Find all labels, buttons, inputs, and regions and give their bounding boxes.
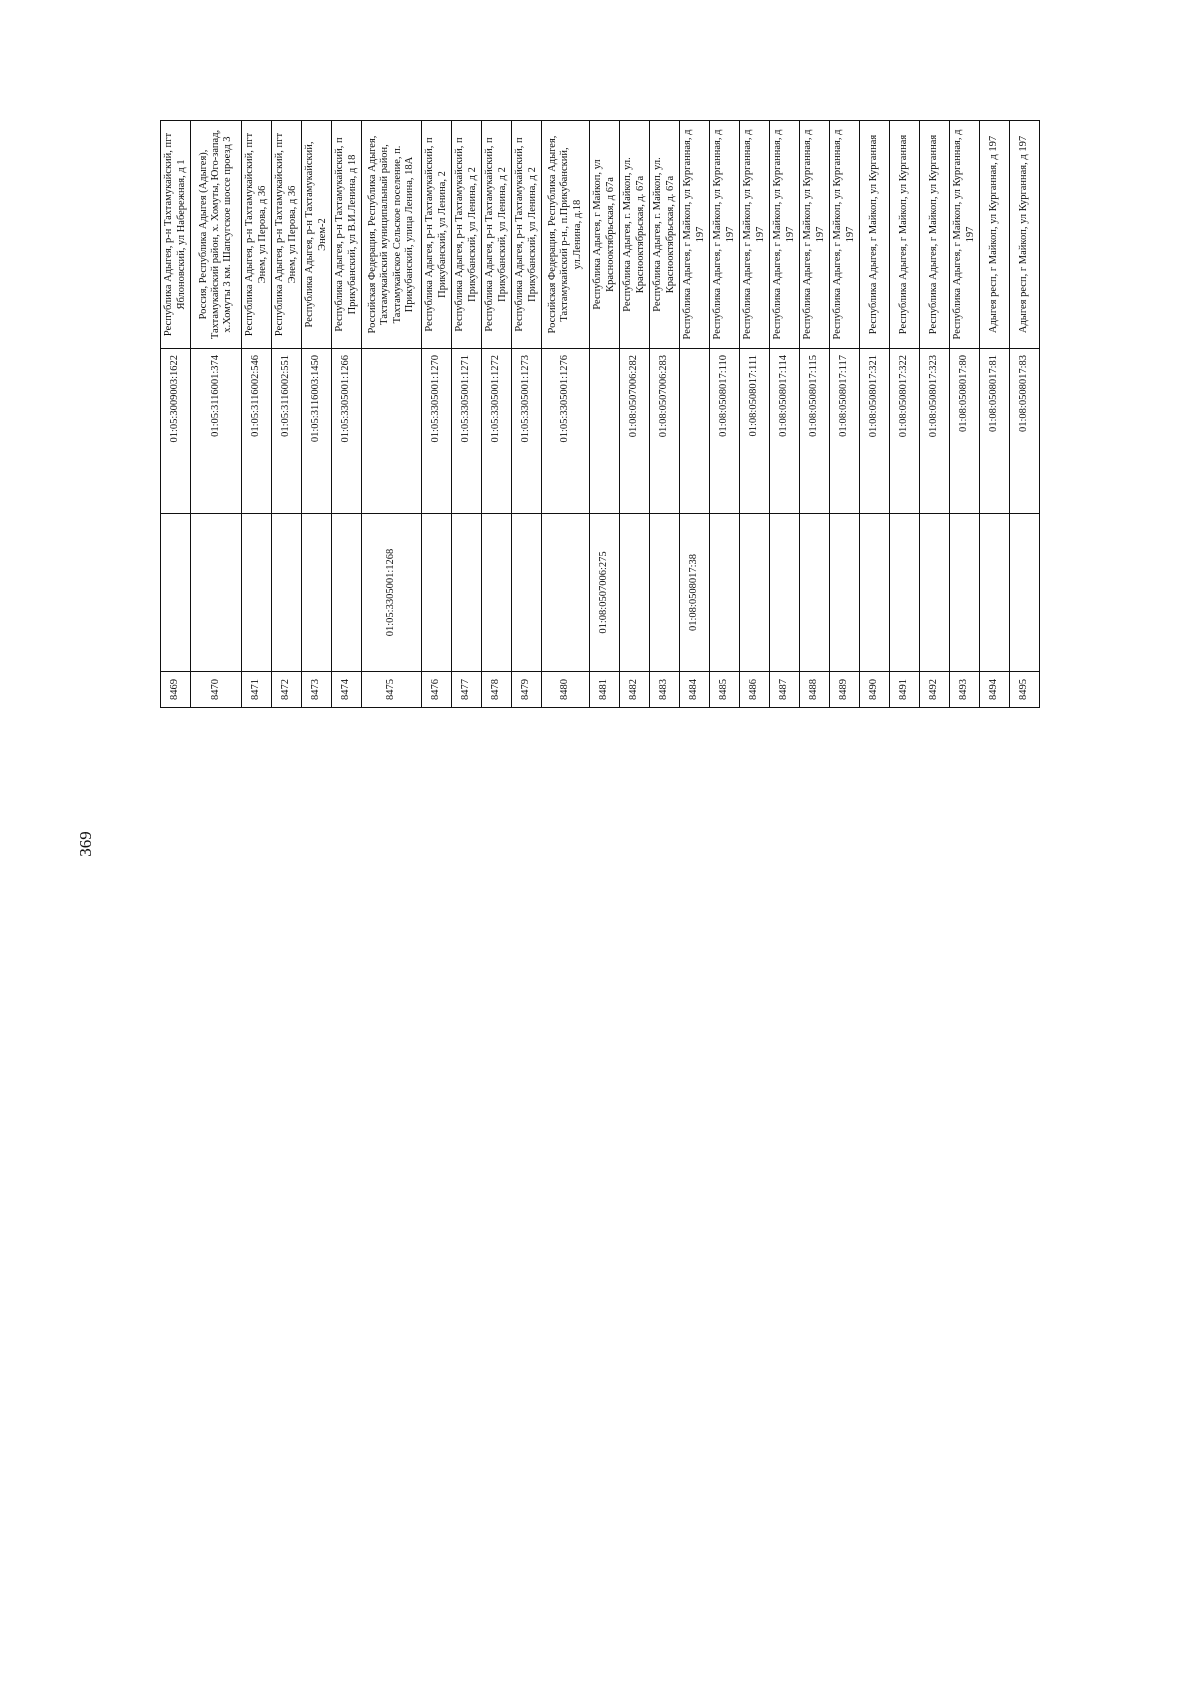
- cadastral-number-cell: 01:08:0508017:323: [920, 349, 950, 514]
- table-row: [542, 121, 590, 708]
- address-cell: Республика Адыгея, р-н Тахтамукайский, п Прикубанский, ул Ленина, д 2: [452, 121, 482, 349]
- table-row: [680, 121, 710, 708]
- row-number-cell: 8470: [191, 672, 242, 708]
- cadastral-number-cell: 01:05:3116001:374: [191, 349, 242, 514]
- cadastral-number-cell: 01:08:0508017:114: [770, 349, 800, 514]
- cadastral-number-cell: [362, 349, 422, 514]
- address-cell: Республика Адыгея, г. Майкоп, ул. Краснооктябрьская, д. 67а: [650, 121, 680, 349]
- address-cell: Республика Адыгея, р-н Тахтамукайский, пгт Энем, ул Перова, д 36: [272, 121, 302, 349]
- address-cell: Республика Адыгея, р-н Тахтамукайский, п Прикубанский, ул Ленина, 2: [422, 121, 452, 349]
- parent-cadastral-number-cell: [920, 514, 950, 672]
- row-number-cell: 8482: [620, 672, 650, 708]
- parent-cadastral-number-cell: 01:08:0507006:275: [590, 514, 620, 672]
- table-row: [191, 121, 242, 708]
- table-rotated-box: [160, 129, 1030, 708]
- row-number-cell: 8494: [980, 672, 1010, 708]
- cadastral-number-cell: [590, 349, 620, 514]
- row-number-cell: 8487: [770, 672, 800, 708]
- address-cell: Республика Адыгея, р-н Тахтамукайский, пгт Яблоновский, ул Набережная, д 1: [161, 121, 191, 349]
- parent-cadastral-number-cell: 01:08:0508017:38: [680, 514, 710, 672]
- row-number-cell: 8491: [890, 672, 920, 708]
- cadastral-number-cell: 01:08:0508017:81: [980, 349, 1010, 514]
- address-cell: Республика Адыгея, г Майкоп, ул Курганная, д 197: [770, 121, 800, 349]
- row-number-cell: 8485: [710, 672, 740, 708]
- table-row: [242, 121, 272, 708]
- cadastral-number-cell: 01:05:3305001:1272: [482, 349, 512, 514]
- address-cell: Адыгея респ, г Майкоп, ул Курганная, д 197: [1010, 121, 1040, 349]
- address-cell: Республика Адыгея, г Майкоп, ул Курганная, д 197: [800, 121, 830, 349]
- cadastral-number-cell: 01:08:0508017:322: [890, 349, 920, 514]
- row-number-cell: 8474: [332, 672, 362, 708]
- table-row: [800, 121, 830, 708]
- cadastral-number-cell: 01:05:3116002:551: [272, 349, 302, 514]
- parent-cadastral-number-cell: [482, 514, 512, 672]
- address-cell: Республика Адыгея, р-н Тахтамукайский, п Прикубанский, ул Ленина, д 2: [482, 121, 512, 349]
- address-cell: Россия, Республика Адыгея (Адыгея), Тахтамукайский район, х. Хомуты, Юго-запад, х.Хомуты 3 км. Шапсугское шоссе проезд 3: [191, 121, 242, 349]
- parent-cadastral-number-cell: [620, 514, 650, 672]
- cadastral-number-cell: 01:08:0508017:115: [800, 349, 830, 514]
- cadastral-number-cell: 01:08:0508017:117: [830, 349, 860, 514]
- address-cell: Российская Федерация, Республика Адыгея, Тахтамукайский муниципальный район, Тахтамукайское Сельское поселение, п. Прикубанский, улица Ленина, 18А: [362, 121, 422, 349]
- parent-cadastral-number-cell: [242, 514, 272, 672]
- row-number-cell: 8469: [161, 672, 191, 708]
- table-row: [740, 121, 770, 708]
- parent-cadastral-number-cell: [860, 514, 890, 672]
- address-cell: Республика Адыгея, г Майкоп, ул Курганная, д 197: [710, 121, 740, 349]
- parent-cadastral-number-cell: [980, 514, 1010, 672]
- table-row: [920, 121, 950, 708]
- row-number-cell: 8475: [362, 672, 422, 708]
- row-number-cell: 8471: [242, 672, 272, 708]
- row-number-cell: 8480: [542, 672, 590, 708]
- cadastral-number-cell: 01:08:0508017:80: [950, 349, 980, 514]
- cadastral-number-cell: 01:08:0508017:321: [860, 349, 890, 514]
- parent-cadastral-number-cell: [512, 514, 542, 672]
- parent-cadastral-number-cell: [740, 514, 770, 672]
- address-cell: Адыгея респ, г Майкоп, ул Курганная, д 197: [980, 121, 1010, 349]
- table-row: [512, 121, 542, 708]
- table-row: [590, 121, 620, 708]
- parent-cadastral-number-cell: [422, 514, 452, 672]
- parent-cadastral-number-cell: [191, 514, 242, 672]
- row-number-cell: 8478: [482, 672, 512, 708]
- cadastral-number-cell: 01:05:3305001:1273: [512, 349, 542, 514]
- parent-cadastral-number-cell: [800, 514, 830, 672]
- table-row: [650, 121, 680, 708]
- cadastral-number-cell: [680, 349, 710, 514]
- cadastral-number-cell: 01:08:0508017:83: [1010, 349, 1040, 514]
- address-cell: Республика Адыгея, г Майкоп, ул Курганная: [890, 121, 920, 349]
- row-number-cell: 8488: [800, 672, 830, 708]
- table-row: [422, 121, 452, 708]
- address-cell: Республика Адыгея, г Майкоп, ул Курганная, д 197: [740, 121, 770, 349]
- table-row: [830, 121, 860, 708]
- address-cell: Республика Адыгея, г. Майкоп, ул. Краснооктябрьская, д. 67а: [620, 121, 650, 349]
- cadastral-number-cell: 01:05:3009003:1622: [161, 349, 191, 514]
- table-row: [332, 121, 362, 708]
- parent-cadastral-number-cell: [161, 514, 191, 672]
- table-row: [302, 121, 332, 708]
- row-number-cell: 8490: [860, 672, 890, 708]
- table-row: [710, 121, 740, 708]
- parent-cadastral-number-cell: [650, 514, 680, 672]
- address-cell: Республика Адыгея, г Майкоп, ул Курганная, д 197: [830, 121, 860, 349]
- table-row: [362, 121, 422, 708]
- address-cell: Республика Адыгея, г Майкоп, ул Краснооктябрьская, д 67а: [590, 121, 620, 349]
- address-cell: Республика Адыгея, р-н Тахтамукайский, п Прикубанский, ул Ленина, д 2: [512, 121, 542, 349]
- parent-cadastral-number-cell: [542, 514, 590, 672]
- row-number-cell: 8493: [950, 672, 980, 708]
- table-row: [770, 121, 800, 708]
- address-cell: Республика Адыгея, р-н Тахтамукайский, пгт Энем, ул Перова, д 36: [242, 121, 272, 349]
- row-number-cell: 8483: [650, 672, 680, 708]
- cadastral-number-cell: 01:05:3305001:1266: [332, 349, 362, 514]
- table-row: [161, 121, 191, 708]
- row-number-cell: 8477: [452, 672, 482, 708]
- table-row: [272, 121, 302, 708]
- table-row: [890, 121, 920, 708]
- table-row: [980, 121, 1010, 708]
- cadastral-number-cell: 01:08:0507006:282: [620, 349, 650, 514]
- table-body: [161, 121, 1040, 708]
- row-number-cell: 8479: [512, 672, 542, 708]
- parent-cadastral-number-cell: 01:05:3305001:1268: [362, 514, 422, 672]
- row-number-cell: 8495: [1010, 672, 1040, 708]
- parent-cadastral-number-cell: [1010, 514, 1040, 672]
- table-row: [1010, 121, 1040, 708]
- address-cell: Республика Адыгея, г Майкоп, ул Курганная, д 197: [950, 121, 980, 349]
- cadastral-number-cell: 01:08:0507006:283: [650, 349, 680, 514]
- cadastral-number-cell: 01:08:0508017:111: [740, 349, 770, 514]
- address-cell: Республика Адыгея, р-н Тахтамукайский, Энем-2: [302, 121, 332, 349]
- page-number: 369: [76, 831, 95, 857]
- rotated-table-wrapper: [160, 129, 1030, 708]
- address-cell: Республика Адыгея, г Майкоп, ул Курганная: [860, 121, 890, 349]
- parent-cadastral-number-cell: [950, 514, 980, 672]
- row-number-cell: 8484: [680, 672, 710, 708]
- address-cell: Республика Адыгея, г Майкоп, ул Курганная, д 197: [680, 121, 710, 349]
- row-number-cell: 8472: [272, 672, 302, 708]
- cadastral-number-cell: 01:08:0508017:110: [710, 349, 740, 514]
- cadastral-number-cell: 01:05:3305001:1271: [452, 349, 482, 514]
- table-row: [950, 121, 980, 708]
- parent-cadastral-number-cell: [830, 514, 860, 672]
- cadastral-number-cell: 01:05:3116003:1450: [302, 349, 332, 514]
- table-row: [860, 121, 890, 708]
- address-cell: Республика Адыгея, г Майкоп, ул Курганная: [920, 121, 950, 349]
- parent-cadastral-number-cell: [452, 514, 482, 672]
- parent-cadastral-number-cell: [890, 514, 920, 672]
- table-row: [482, 121, 512, 708]
- parent-cadastral-number-cell: [770, 514, 800, 672]
- row-number-cell: 8473: [302, 672, 332, 708]
- cadastral-number-cell: 01:05:3116002:546: [242, 349, 272, 514]
- parent-cadastral-number-cell: [332, 514, 362, 672]
- row-number-cell: 8481: [590, 672, 620, 708]
- parent-cadastral-number-cell: [272, 514, 302, 672]
- table-row: [452, 121, 482, 708]
- cadastral-number-cell: 01:05:3305001:1276: [542, 349, 590, 514]
- row-number-cell: 8489: [830, 672, 860, 708]
- row-number-cell: 8476: [422, 672, 452, 708]
- row-number-cell: 8492: [920, 672, 950, 708]
- cadastral-table: [160, 120, 1040, 708]
- parent-cadastral-number-cell: [302, 514, 332, 672]
- parent-cadastral-number-cell: [710, 514, 740, 672]
- table-row: [620, 121, 650, 708]
- cadastral-number-cell: 01:05:3305001:1270: [422, 349, 452, 514]
- address-cell: Республика Адыгея, р-н Тахтамукайский, п Прикубанский, ул В.И.Ленина, д 18: [332, 121, 362, 349]
- address-cell: Российская Федерация, Республика Адыгея, Тахтамукайский р-н., п.Прикубанский, ул.Ленина, д.18: [542, 121, 590, 349]
- row-number-cell: 8486: [740, 672, 770, 708]
